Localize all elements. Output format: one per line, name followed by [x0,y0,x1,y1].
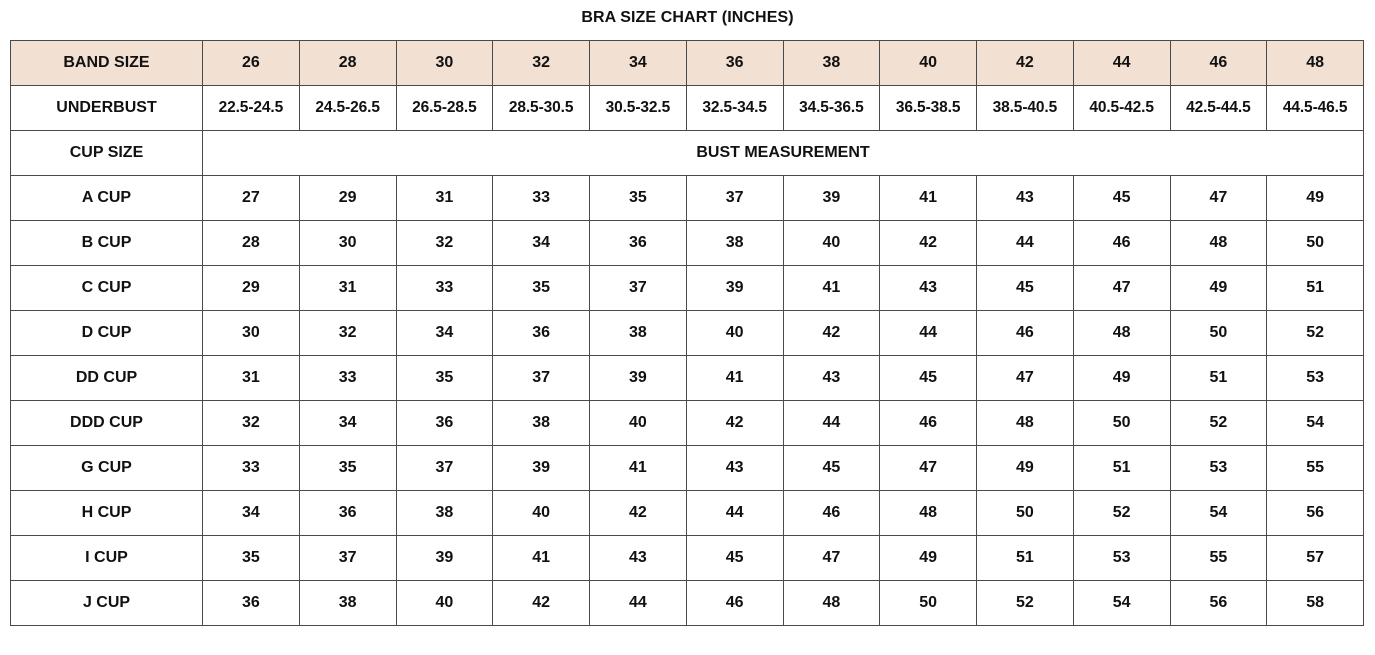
bust-measurement-cell: 31 [203,356,300,401]
bust-measurement-cell: 41 [590,446,687,491]
bust-measurement-cell: 48 [783,581,880,626]
bust-measurement-cell: 49 [880,536,977,581]
underbust-cell: 44.5-46.5 [1267,86,1364,131]
band-size-cell: 42 [977,41,1074,86]
cup-row [11,491,1364,536]
bust-measurement-cell: 49 [977,446,1074,491]
bust-measurement-cell: 34 [299,401,396,446]
cup-label: B CUP [11,221,203,266]
bust-measurement-cell: 35 [203,536,300,581]
bust-measurement-cell: 31 [299,266,396,311]
bust-measurement-cell: 54 [1267,401,1364,446]
band-size-cell: 28 [299,41,396,86]
band-size-cell: 46 [1170,41,1267,86]
bust-measurement-cell: 41 [880,176,977,221]
bust-measurement-cell: 52 [1267,311,1364,356]
cup-label: D CUP [11,311,203,356]
cup-row [11,266,1364,311]
underbust-cell: 30.5-32.5 [590,86,687,131]
bust-measurement-cell: 40 [686,311,783,356]
bust-measurement-cell: 36 [493,311,590,356]
underbust-cell: 42.5-44.5 [1170,86,1267,131]
bust-measurement-cell: 38 [686,221,783,266]
bust-measurement-cell: 44 [783,401,880,446]
cup-label: J CUP [11,581,203,626]
bust-measurement-cell: 33 [203,446,300,491]
bust-measurement-cell: 49 [1073,356,1170,401]
bust-measurement-cell: 50 [880,581,977,626]
bust-measurement-cell: 56 [1170,581,1267,626]
bust-measurement-cell: 47 [783,536,880,581]
size-table-body [11,41,1364,626]
bust-measurement-cell: 37 [493,356,590,401]
bust-measurement-cell: 38 [590,311,687,356]
bust-measurement-cell: 43 [977,176,1074,221]
bust-measurement-cell: 44 [977,221,1074,266]
bust-measurement-cell: 31 [396,176,493,221]
size-table [10,40,1364,626]
cup-size-header-row [11,131,1364,176]
bust-measurement-cell: 42 [493,581,590,626]
bust-measurement-cell: 47 [880,446,977,491]
cup-row [11,446,1364,491]
bust-measurement-cell: 52 [1073,491,1170,536]
bust-measurement-cell: 28 [203,221,300,266]
band-size-cell: 30 [396,41,493,86]
bust-measurement-cell: 43 [590,536,687,581]
underbust-label: UNDERBUST [11,86,203,131]
bust-measurement-cell: 36 [299,491,396,536]
bust-measurement-cell: 29 [299,176,396,221]
bust-measurement-cell: 37 [299,536,396,581]
bust-measurement-cell: 41 [783,266,880,311]
bust-measurement-cell: 34 [203,491,300,536]
cup-label: DD CUP [11,356,203,401]
bust-measurement-cell: 36 [396,401,493,446]
bust-measurement-cell: 45 [686,536,783,581]
cup-label: C CUP [11,266,203,311]
chart-title: BRA SIZE CHART (INCHES) [581,9,794,26]
cup-row [11,536,1364,581]
bust-measurement-cell: 53 [1170,446,1267,491]
bust-measurement-cell: 39 [396,536,493,581]
band-size-cell: 36 [686,41,783,86]
bust-measurement-cell: 53 [1073,536,1170,581]
bust-measurement-cell: 50 [977,491,1074,536]
bust-measurement-cell: 38 [396,491,493,536]
bust-measurement-cell: 45 [880,356,977,401]
bust-measurement-cell: 30 [299,221,396,266]
bust-measurement-cell: 48 [1073,311,1170,356]
cup-label: G CUP [11,446,203,491]
cup-label: H CUP [11,491,203,536]
bust-measurement-cell: 34 [396,311,493,356]
bust-measurement-cell: 36 [203,581,300,626]
bust-measurement-cell: 53 [1267,356,1364,401]
underbust-cell: 22.5-24.5 [203,86,300,131]
underbust-cell: 26.5-28.5 [396,86,493,131]
bust-measurement-cell: 46 [686,581,783,626]
bust-measurement-cell: 47 [977,356,1074,401]
bust-measurement-cell: 51 [1170,356,1267,401]
bust-measurement-cell: 29 [203,266,300,311]
bust-measurement-cell: 51 [1267,266,1364,311]
bust-measurement-cell: 47 [1073,266,1170,311]
cup-size-label: CUP SIZE [11,131,203,176]
underbust-cell: 36.5-38.5 [880,86,977,131]
bust-measurement-cell: 45 [1073,176,1170,221]
bust-measurement-cell: 44 [590,581,687,626]
bust-measurement-cell: 36 [590,221,687,266]
bust-measurement-cell: 35 [396,356,493,401]
bust-measurement-cell: 54 [1073,581,1170,626]
cup-label: A CUP [11,176,203,221]
bust-measurement-cell: 50 [1170,311,1267,356]
band-size-cell: 40 [880,41,977,86]
cup-row [11,311,1364,356]
bust-measurement-cell: 45 [783,446,880,491]
band-size-cell: 48 [1267,41,1364,86]
bust-measurement-cell: 32 [203,401,300,446]
bust-measurement-cell: 34 [493,221,590,266]
underbust-cell: 32.5-34.5 [686,86,783,131]
bust-measurement-cell: 30 [203,311,300,356]
bust-measurement-cell: 32 [396,221,493,266]
band-size-row [11,41,1364,86]
bust-measurement-cell: 49 [1267,176,1364,221]
cup-row [11,581,1364,626]
bust-measurement-cell: 39 [590,356,687,401]
cup-row [11,221,1364,266]
bust-measurement-cell: 46 [1073,221,1170,266]
cup-row [11,401,1364,446]
bust-measurement-cell: 46 [880,401,977,446]
bust-measurement-cell: 42 [783,311,880,356]
bust-measurement-cell: 33 [396,266,493,311]
bust-measurement-cell: 52 [977,581,1074,626]
bust-measurement-cell: 40 [590,401,687,446]
bust-measurement-cell: 46 [977,311,1074,356]
bust-measurement-cell: 33 [299,356,396,401]
band-size-cell: 44 [1073,41,1170,86]
underbust-cell: 40.5-42.5 [1073,86,1170,131]
bust-measurement-cell: 51 [1073,446,1170,491]
bust-measurement-header: BUST MEASUREMENT [203,131,1364,176]
bust-measurement-cell: 43 [880,266,977,311]
underbust-cell: 24.5-26.5 [299,86,396,131]
bust-measurement-cell: 56 [1267,491,1364,536]
bust-measurement-cell: 40 [783,221,880,266]
bust-measurement-cell: 43 [783,356,880,401]
bust-measurement-cell: 49 [1170,266,1267,311]
band-size-cell: 32 [493,41,590,86]
cup-label: I CUP [11,536,203,581]
bust-measurement-cell: 40 [493,491,590,536]
bust-measurement-cell: 35 [299,446,396,491]
bust-measurement-cell: 35 [493,266,590,311]
bust-measurement-cell: 35 [590,176,687,221]
band-size-cell: 38 [783,41,880,86]
bust-measurement-cell: 55 [1267,446,1364,491]
bust-measurement-cell: 43 [686,446,783,491]
bust-measurement-cell: 57 [1267,536,1364,581]
bust-measurement-cell: 37 [590,266,687,311]
bust-measurement-cell: 33 [493,176,590,221]
bust-measurement-cell: 42 [686,401,783,446]
bust-measurement-cell: 37 [686,176,783,221]
bust-measurement-cell: 27 [203,176,300,221]
underbust-cell: 38.5-40.5 [977,86,1074,131]
bust-measurement-cell: 48 [1170,221,1267,266]
bust-measurement-cell: 41 [493,536,590,581]
bust-measurement-cell: 38 [493,401,590,446]
bust-measurement-cell: 54 [1170,491,1267,536]
bust-measurement-cell: 51 [977,536,1074,581]
bust-measurement-cell: 44 [880,311,977,356]
bust-measurement-cell: 40 [396,581,493,626]
bust-measurement-cell: 48 [977,401,1074,446]
bust-measurement-cell: 58 [1267,581,1364,626]
bust-measurement-cell: 32 [299,311,396,356]
band-size-cell: 34 [590,41,687,86]
bust-measurement-cell: 41 [686,356,783,401]
bust-measurement-cell: 38 [299,581,396,626]
bust-measurement-cell: 39 [783,176,880,221]
bust-measurement-cell: 42 [590,491,687,536]
bust-measurement-cell: 39 [493,446,590,491]
underbust-cell: 34.5-36.5 [783,86,880,131]
bust-measurement-cell: 46 [783,491,880,536]
bust-measurement-cell: 52 [1170,401,1267,446]
underbust-row [11,86,1364,131]
cup-row [11,176,1364,221]
cup-label: DDD CUP [11,401,203,446]
bust-measurement-cell: 37 [396,446,493,491]
underbust-cell: 28.5-30.5 [493,86,590,131]
cup-row [11,356,1364,401]
bust-measurement-cell: 50 [1267,221,1364,266]
bust-measurement-cell: 55 [1170,536,1267,581]
bust-measurement-cell: 44 [686,491,783,536]
bust-measurement-cell: 39 [686,266,783,311]
band-size-label: BAND SIZE [11,41,203,86]
band-size-cell: 26 [203,41,300,86]
bust-measurement-cell: 48 [880,491,977,536]
bust-measurement-cell: 50 [1073,401,1170,446]
bust-measurement-cell: 45 [977,266,1074,311]
bust-measurement-cell: 47 [1170,176,1267,221]
bust-measurement-cell: 42 [880,221,977,266]
